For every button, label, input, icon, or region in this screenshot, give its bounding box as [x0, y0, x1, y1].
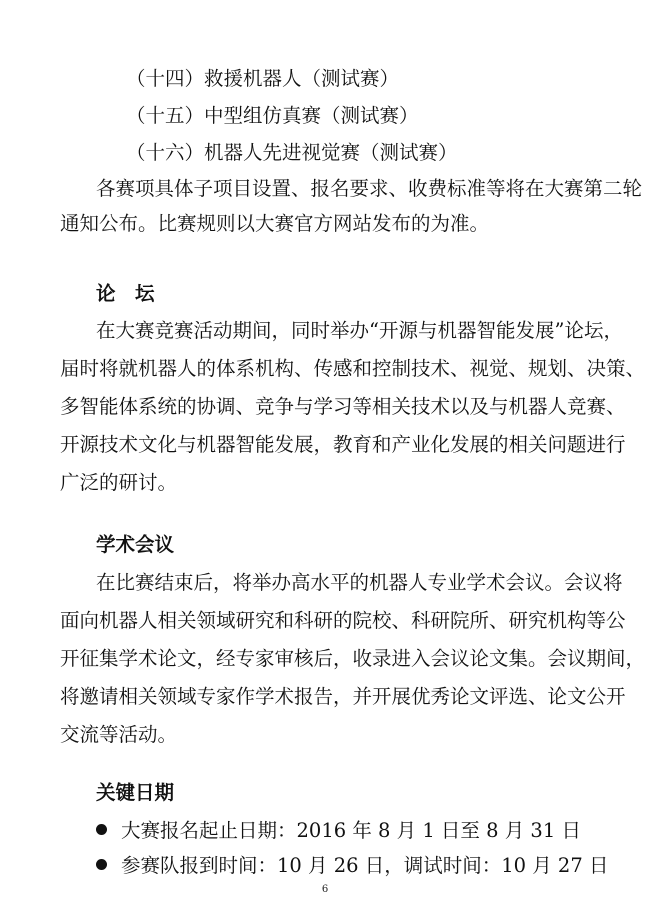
paragraph-line: 开征集学术论文，经专家审核后，收录进入会议论文集。会议期间，	[60, 647, 646, 670]
paragraph-line: 通知公布。比赛规则以大赛官方网站发布的为准。	[60, 212, 490, 235]
paragraph-line: 多智能体系统的协调、竞争与学习等相关技术以及与机器人竞赛、	[60, 395, 626, 418]
paragraph-line: 交流等活动。	[60, 723, 178, 746]
bullet-text: 大赛报名起止日期：2016 年 8 月 1 日至 8 月 31 日	[121, 819, 581, 842]
paragraph-line: 各赛项具体子项目设置、报名要求、收费标准等将在大赛第二轮	[96, 177, 643, 200]
list-item: （十四）救援机器人（测试赛）	[126, 67, 400, 90]
paragraph-line: 开源技术文化与机器智能发展，教育和产业化发展的相关问题进行	[60, 433, 626, 456]
paragraph-line: 将邀请相关领域专家作学术报告，并开展优秀论文评选、论文公开	[60, 685, 626, 708]
section-heading-conference: 学术会议	[96, 533, 175, 556]
paragraph-line: 届时将就机器人的体系机构、传感和控制技术、视觉、规划、决策、	[60, 357, 646, 380]
page-number: 6	[321, 884, 329, 895]
section-heading-dates: 关键日期	[96, 781, 175, 804]
bullet-icon	[96, 859, 107, 870]
section-heading-forum: 论 坛	[96, 282, 155, 305]
bullet-icon	[96, 824, 107, 835]
paragraph-line: 在大赛竞赛活动期间，同时举办“开源与机器智能发展”论坛，	[96, 319, 623, 342]
paragraph-line: 广泛的研讨。	[60, 471, 178, 494]
list-item	[96, 818, 581, 844]
bullet-text: 参赛队报到时间：10 月 26 日，调试时间：10 月 27 日	[121, 854, 609, 877]
list-item	[96, 853, 608, 879]
list-item: （十五）中型组仿真赛（测试赛）	[126, 104, 419, 127]
list-item: （十六）机器人先进视觉赛（测试赛）	[126, 141, 458, 164]
paragraph-line: 在比赛结束后，将举办高水平的机器人专业学术会议。会议将	[96, 571, 623, 594]
paragraph-line: 面向机器人相关领域研究和科研的院校、科研院所、研究机构等公	[60, 609, 626, 632]
